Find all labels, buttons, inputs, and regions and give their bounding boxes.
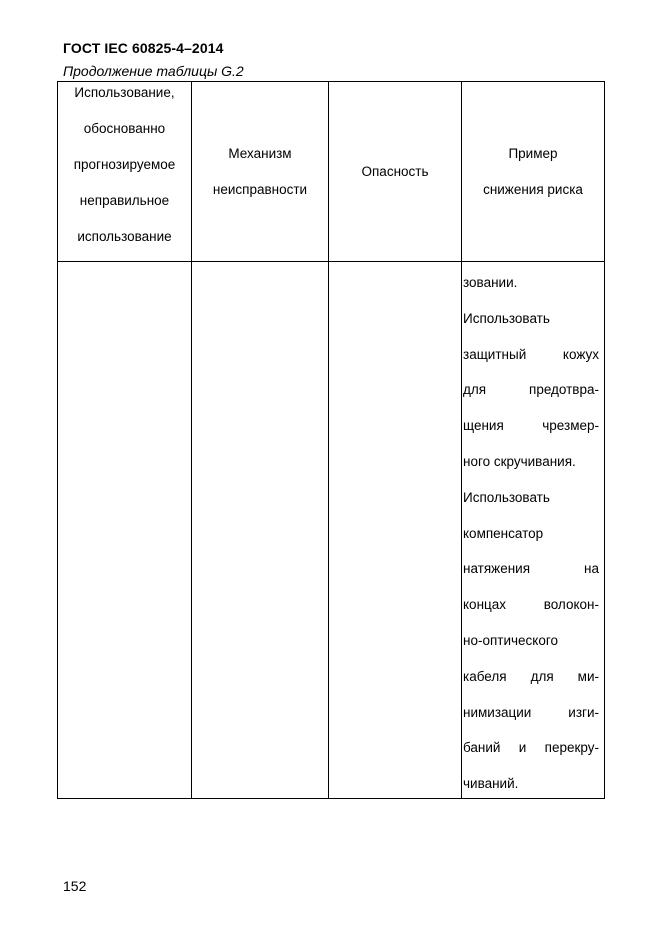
- header-cell-line: обоснованно: [83, 121, 166, 136]
- header-cell-mechanism: [192, 82, 328, 262]
- cell-text-line: для предотвра-: [463, 382, 599, 398]
- header-cell-line: Использование,: [74, 85, 175, 100]
- header-cell-line: Пример: [508, 146, 558, 161]
- cell-text-line: защитный кожух: [463, 346, 599, 362]
- cell-text-line: компенсатор: [463, 525, 544, 541]
- header-cell-line: Механизм: [228, 146, 292, 161]
- table-caption: Продолжение таблицы G.2: [63, 63, 244, 79]
- header-cell-line: неисправности: [212, 182, 308, 197]
- header-cell-line: Опасность: [361, 164, 429, 179]
- cell-text-line: чиваний.: [463, 776, 519, 792]
- cell-text-line: Использовать: [463, 310, 550, 326]
- cell-text-line: концах волокон-: [463, 597, 599, 613]
- cell-text-line: Использовать: [463, 489, 550, 505]
- cell-text-line: нимизации изги-: [463, 704, 599, 720]
- header-cell-line: прогнозируемое: [73, 157, 176, 172]
- header-cell-line: неправильное: [79, 193, 170, 208]
- document-header: ГОСТ IEC 60825-4–2014: [63, 40, 224, 56]
- cell-text-line: натяжения на: [463, 561, 599, 577]
- cell-text-line: ного скручивания.: [463, 453, 576, 469]
- cell-text-line: зовании.: [463, 275, 518, 290]
- data-table: [57, 81, 605, 799]
- header-cell-risk-example: [462, 82, 604, 262]
- cell-text-line: кабеля для ми-: [463, 668, 599, 684]
- page-number: 152: [63, 878, 87, 894]
- cell-text-line: баний и перекру-: [463, 740, 599, 756]
- cell-text-line: щения чрезмер-: [463, 418, 599, 434]
- header-cell-usage: [58, 75, 191, 255]
- header-cell-hazard: [329, 82, 461, 262]
- header-cell-line: использование: [77, 229, 172, 244]
- cell-risk-example-text: [463, 265, 599, 802]
- cell-text-line: но-оптического: [463, 632, 558, 648]
- header-cell-line: снижения риска: [483, 182, 583, 197]
